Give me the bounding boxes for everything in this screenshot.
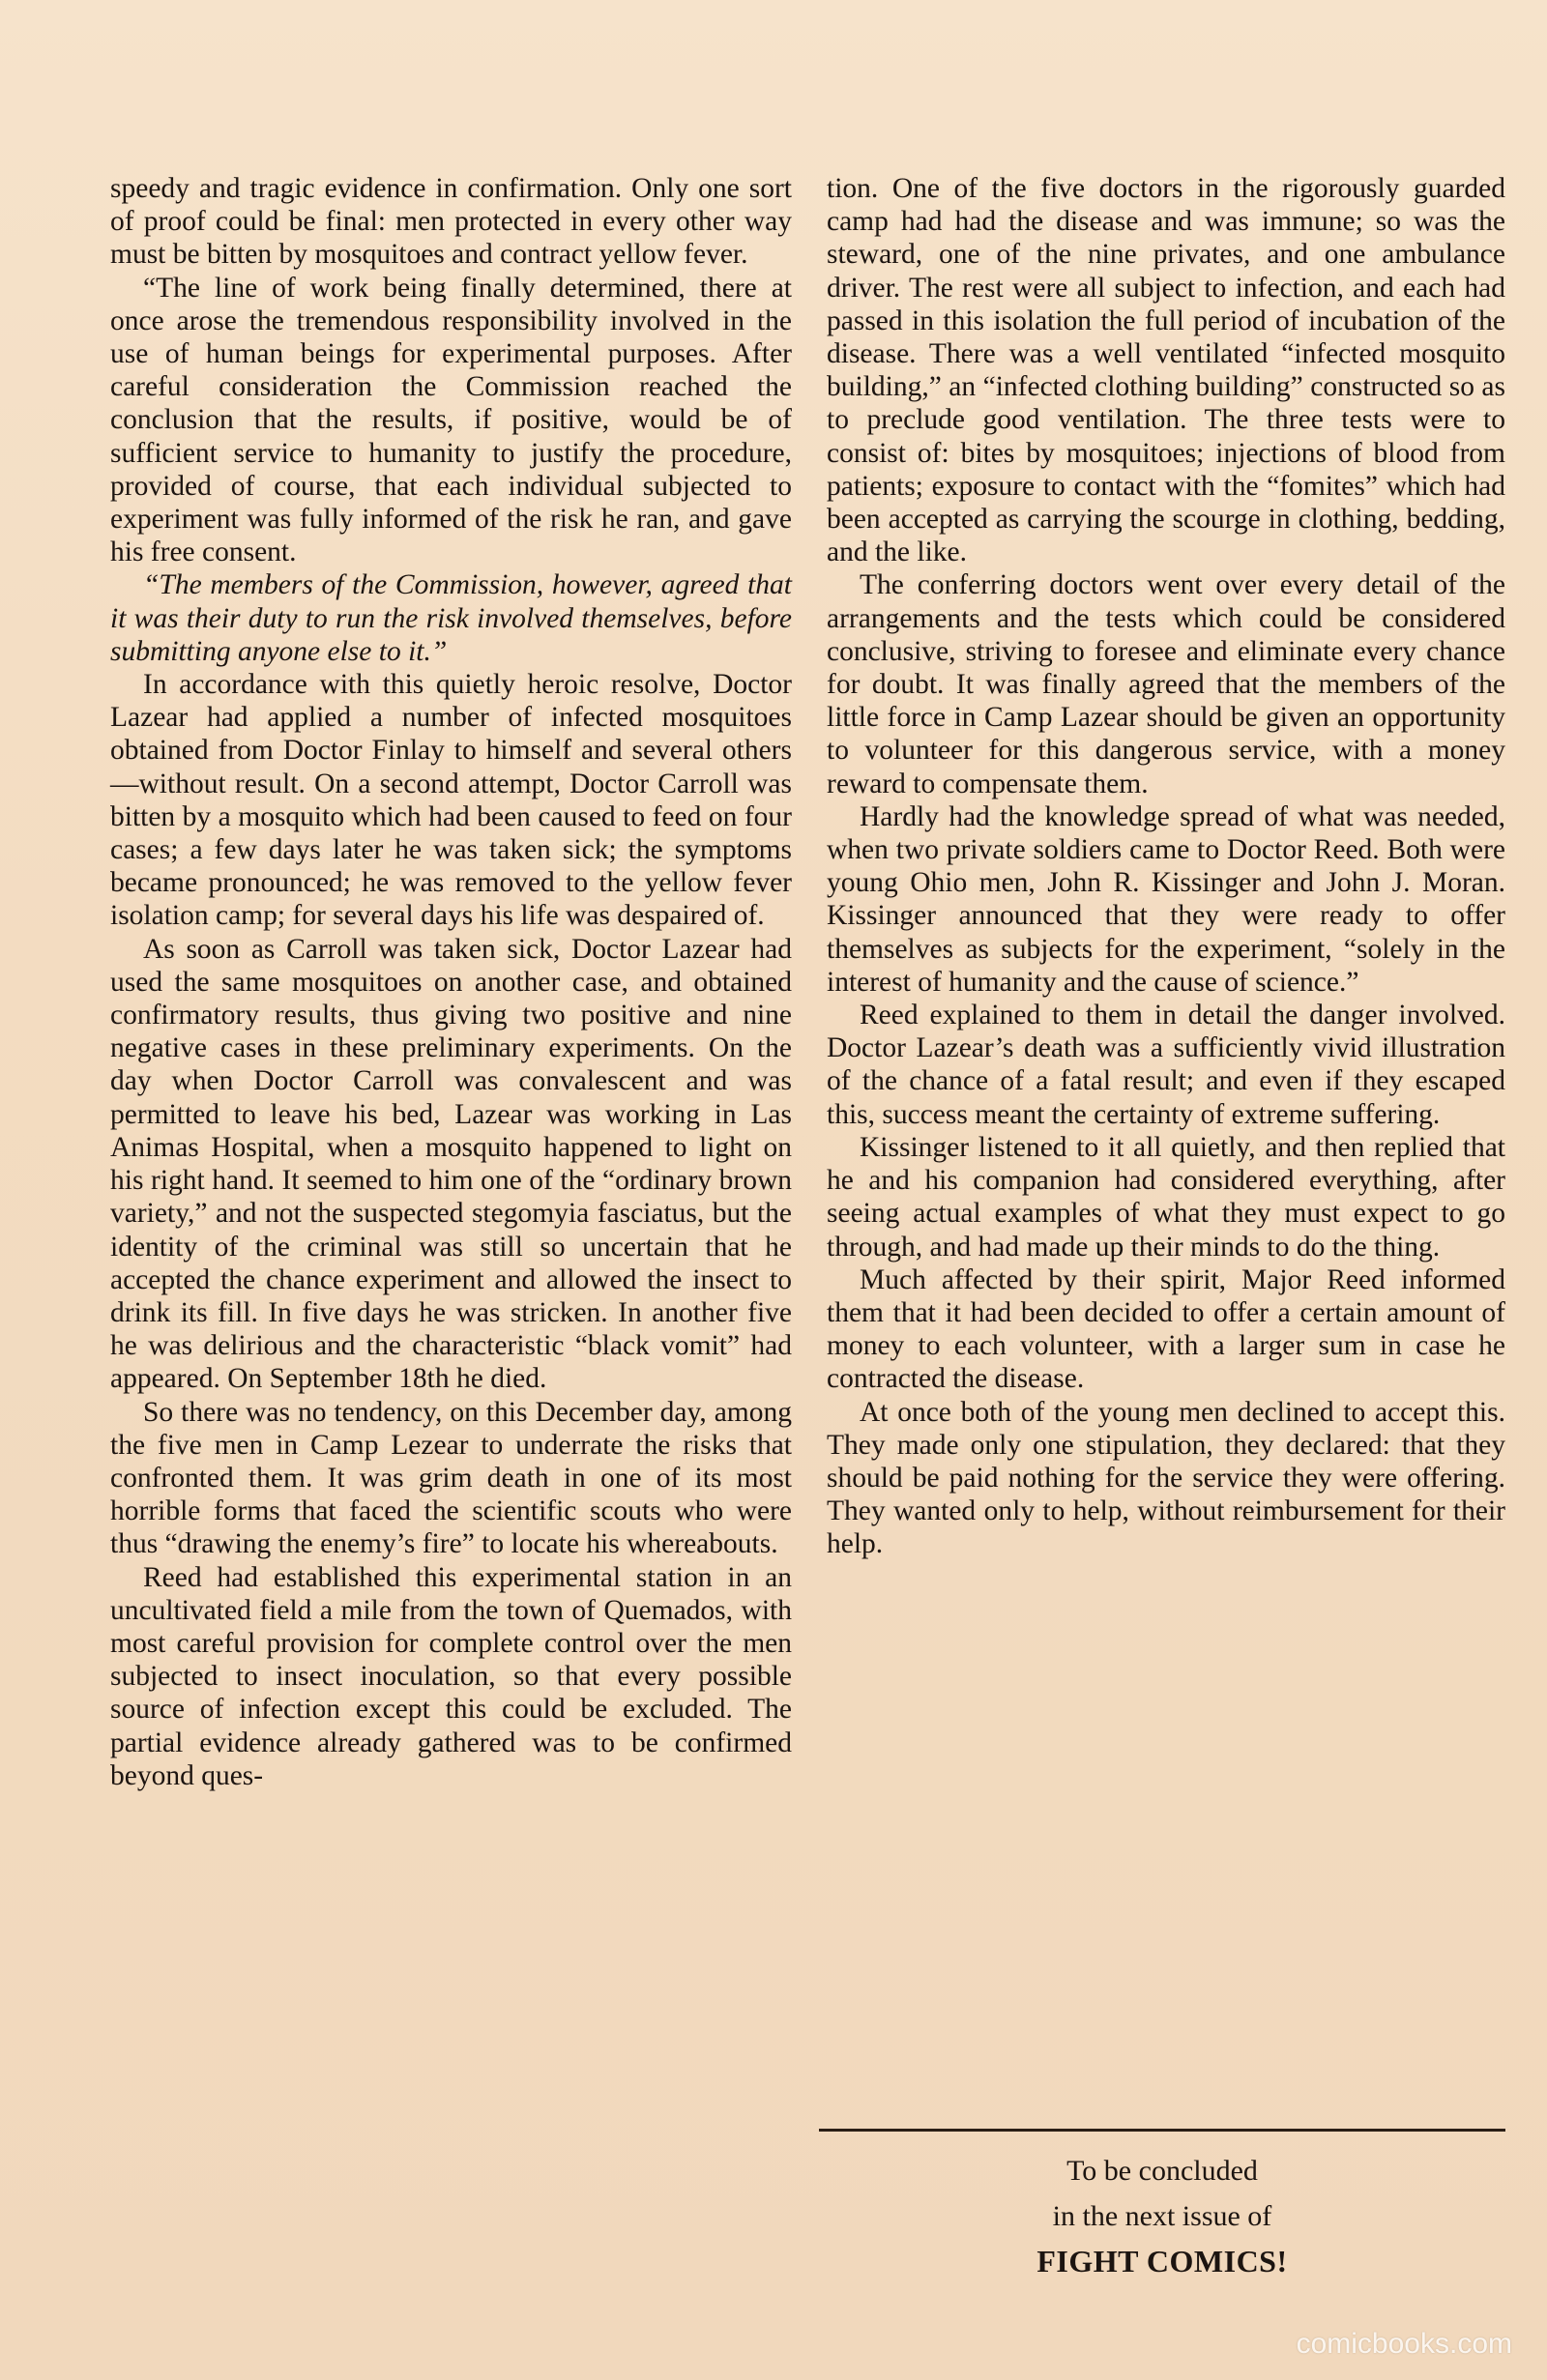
paragraph-italic-quote: “The members of the Commission, however, agreed that it was their duty to run the risk involved themselves, before submitting anyone else to it.”	[110, 569, 792, 667]
paragraph: Reed explained to them in detail the danger involved. Doctor Lazear’s death was a sufficiently vivid illustration of the chance of a fatal result; and even if they escaped this, success meant the certainty of extreme suffering.	[827, 1000, 1505, 1130]
paragraph: speedy and tragic evidence in confirmation. Only one sort of proof could be final: men protected in every other way must be bitten by mosquitoes and contract yellow fever.	[110, 173, 792, 271]
paragraph: Much affected by their spirit, Major Reed informed them that it had been decided to offer a certain amount of money to each volunteer, with a larger sum in case he contracted the disease.	[827, 1263, 1505, 1395]
continuation-notice	[819, 2148, 1505, 2284]
paragraph: The conferring doctors went over every detail of the arrangements and the tests which could be considered conclusive, striving to foresee and eliminate every chance for doubt. It was finally agreed that the members of the little force in Camp Lazear should be given an opportunity to volunteer for this dangerous service, with a money reward to compensate them.	[827, 569, 1505, 799]
paragraph: As soon as Carroll was taken sick, Doctor Lazear had used the same mosquitoes on another case, and obtained confirmatory results, thus giving two positive and nine negative cases in these preliminary experiments. On the day when Doctor Carroll was convalescent and was permitted to leave his bed, Lazear was working in Las Animas Hospital, when a mosquito happened to light on his right hand. It seemed to him one of the “ordinary brown variety,” and not the suspected stegomyia fasciatus, but the identity of the criminal was still so uncertain that he accepted the chance experiment and allowed the insect to drink its fill. In five days he was stricken. In another five he was delirious and the characteristic “black vomit” had appeared. On September 18th he died.	[110, 933, 792, 1395]
paragraph: tion. One of the five doctors in the rigorously guarded camp had had the disease and was immune; so was the steward, one of the nine privates, and one ambulance driver. The rest were all subject to infection, and each had passed in this isolation the full period of incubation of the disease. There was a well ventilated “infected mosquito building,” an “infected clothing building” constructed so as to preclude good ventilation. The three tests were to consist of: bites by mosquitoes; injections of blood from patients; exposure to contact with the “fomites” which had been accepted as carrying the scourge in clothing, bedding, and the like.	[827, 173, 1505, 568]
paragraph: In accordance with this quietly heroic resolve, Doctor Lazear had applied a number of infected mosquitoes obtained from Doctor Finlay to himself and several others—without result. On a second attempt, Doctor Carroll was bitten by a mosquito which had been caused to feed on four cases; a few days later he was taken sick; the symptoms became pronounced; he was removed to the yellow fever isolation camp; for several days his life was despaired of.	[110, 669, 792, 932]
right-column	[827, 172, 1505, 1561]
paragraph: “The line of work being finally determined, there at once arose the tremendous responsibility involved in the use of human beings for experimental purposes. After careful consideration the Commission reached the conclusion that the results, if positive, would be of sufficient service to humanity to justify the procedure, provided of course, that each individual subjected to experiment was fully informed of the risk he ran, and gave his free consent.	[110, 272, 792, 568]
continuation-title: FIGHT COMICS!	[1036, 2244, 1288, 2278]
paragraph: At once both of the young men declined to accept this. They made only one stipulation, they declared: that they should be paid nothing for the service they were offering. They wanted only to help, without reimbursement for their help.	[827, 1396, 1505, 1560]
paragraph: Reed had established this experimental station in an uncultivated field a mile from the town of Quemados, with most careful provision for complete control over the men subjected to insect inoculation, so that every possible source of infection except this could be excluded. The partial evidence already gathered was to be confirmed beyond ques-	[110, 1561, 792, 1791]
left-column	[110, 172, 792, 1792]
paragraph: Hardly had the knowledge spread of what was needed, when two private soldiers came to Doctor Reed. Both were young Ohio men, John R. Kissinger and John J. Moran. Kissinger announced that they were ready to offer themselves as subjects for the experiment, “solely in the interest of humanity and the cause of science.”	[827, 800, 1505, 998]
footer-divider	[819, 2129, 1505, 2132]
paragraph: Kissinger listened to it all quietly, and then replied that he and his companion had considered everything, after seeing actual examples of what they must expect to go through, and had made up their minds to do the thing.	[827, 1131, 1505, 1263]
watermark: comicbooks.com	[1296, 2328, 1512, 2360]
paragraph: So there was no tendency, on this December day, among the five men in Camp Lezear to underrate the risks that confronted them. It was grim death in one of its most horrible forms that faced the scientific scouts who were thus “drawing the enemy’s fire” to locate his whereabouts.	[110, 1396, 792, 1560]
continuation-line-2: in the next issue of	[1052, 2200, 1272, 2232]
continuation-line-1: To be concluded	[1066, 2155, 1258, 2187]
